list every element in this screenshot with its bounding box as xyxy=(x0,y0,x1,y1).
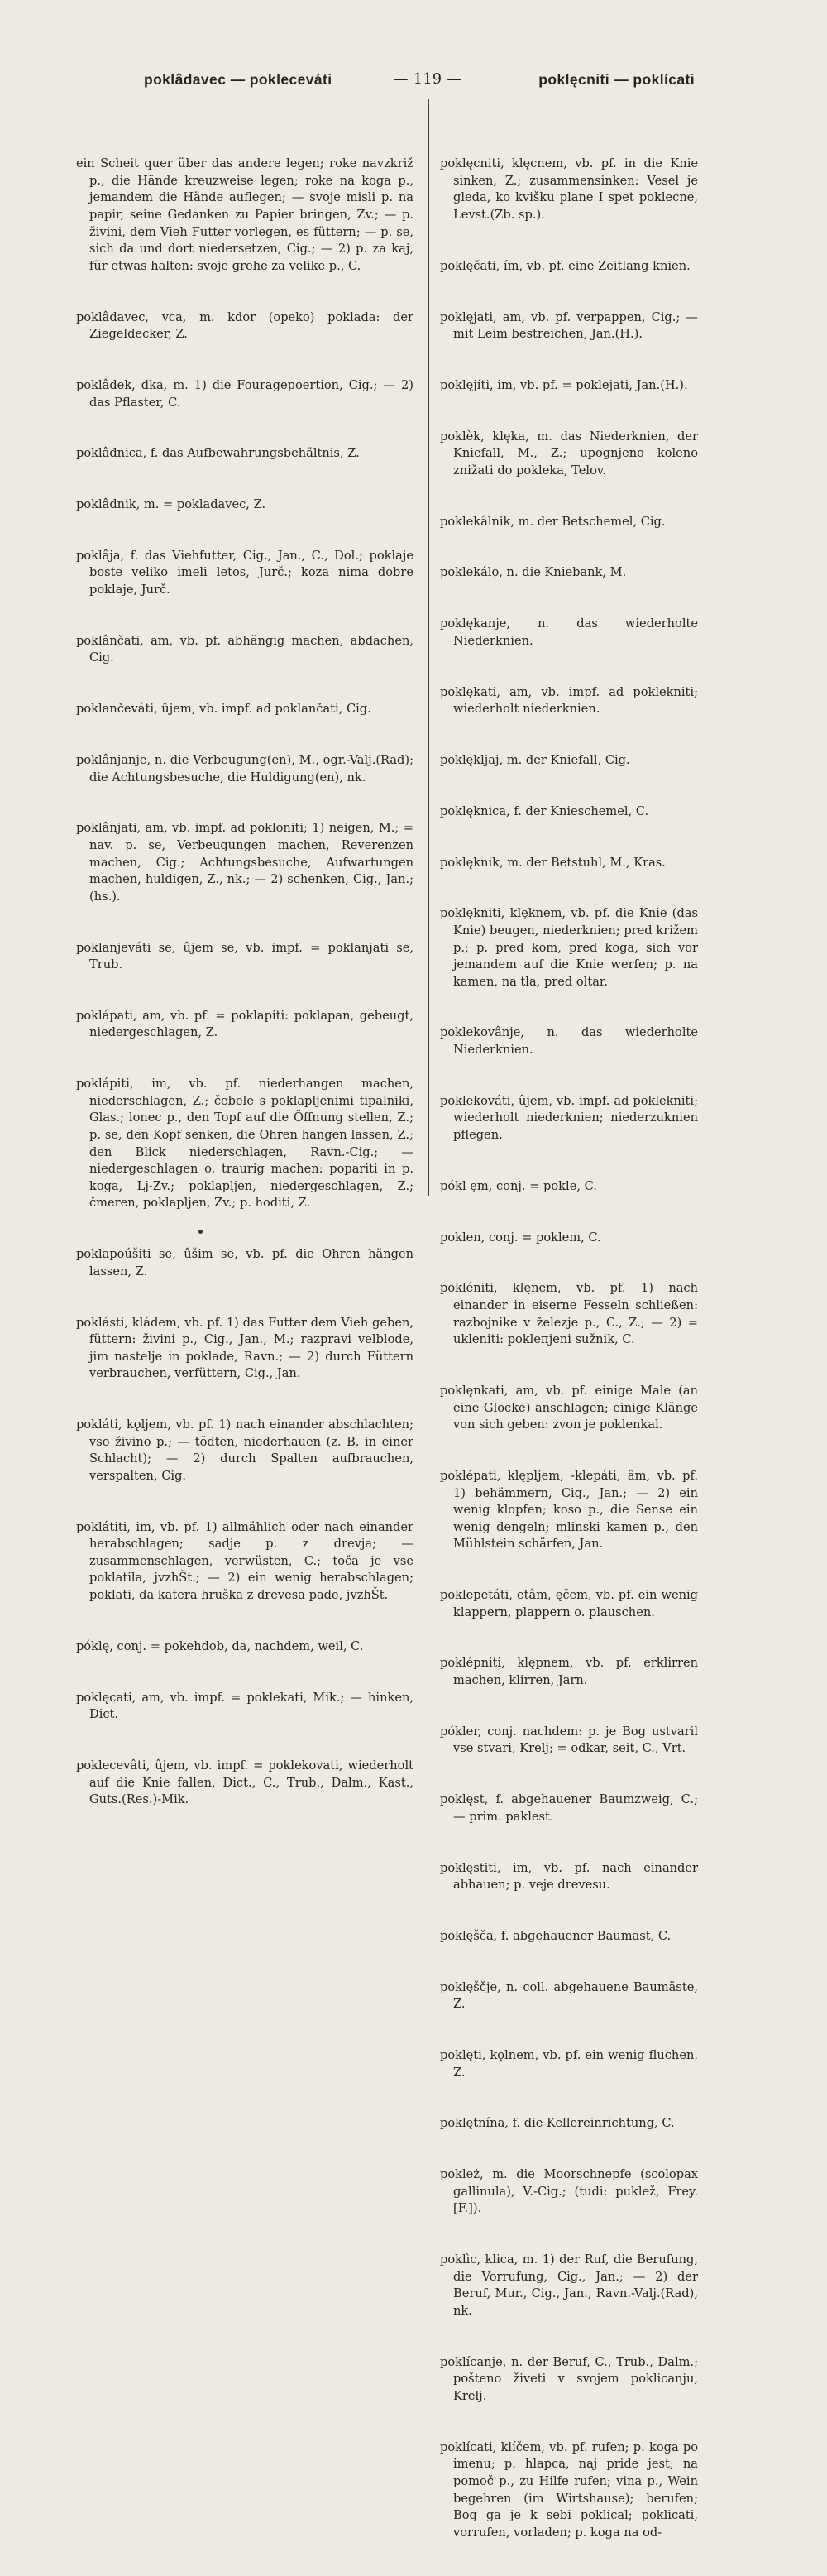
dictionary-entry: poklękljaj, m. der Kniefall, Cig. xyxy=(440,752,630,767)
dictionary-entry: poklâdnica, f. das Aufbewahrungsbehältnis, Z. xyxy=(76,446,360,461)
dictionary-entry: poklícanje, n. der Beruf, C., Trub., Dalm.; pošteno živeti v svojem poklicanju, Krelj. xyxy=(440,2354,702,2403)
dictionary-entry: poklęst, f. abgehauener Baumzweig, C.; — prim. paklest. xyxy=(440,1792,702,1824)
dictionary-entry: poklásti, kládem, vb. pf. 1) das Futter dem Vieh geben, füttern: živini p., Cig., Jan., M.; razpravi velblode, jim nastelje in poklade, Ravn.; — 2) durch Füttern verbrauchen, verfüttern, Cig., Jan. xyxy=(76,1315,418,1381)
dictionary-entry: poklęknik, m. der Betstuhl, M., Kras. xyxy=(440,855,666,870)
dictionary-entry: poklęčati, ím, vb. pf. eine Zeitlang knien. xyxy=(440,258,691,273)
dictionary-entry: poklęšča, f. abgehauener Baumast, C. xyxy=(440,1928,672,1943)
header-left-guideword: poklâdavec — pokleceváti xyxy=(144,71,332,88)
dictionary-entry: poklâdek, dka, m. 1) die Fouragepoertion, Cig.; — 2) das Pflaster, C. xyxy=(76,377,418,410)
right-column xyxy=(440,122,702,2576)
dictionary-entry: poklanjeváti se, ûjem se, vb. impf. = poklanjati se, Trub. xyxy=(76,940,418,972)
dictionary-entry: poklęcniti, klęcnem, vb. pf. in die Knie sinken, Z.; zusammensinken: Vesel je gleda, ko kvišku plane I spet poklecne, Levst.(Zb. sp.). xyxy=(440,156,702,222)
dictionary-entry: poklękanje, n. das wiederholte Niederknien. xyxy=(440,616,702,648)
dictionary-entry: poklen, conj. = poklem, C. xyxy=(440,1230,601,1245)
dictionary-entry: pókler, conj. nachdem: p. je Bog ustvaril vse stvari, Krelj; = odkar, seit, C., Vrt. xyxy=(440,1724,702,1756)
dictionary-entry: poklépniti, klępnem, vb. pf. erklirren machen, klirren, Jarn. xyxy=(440,1656,702,1688)
dictionary-entry: poklekováti, ûjem, vb. impf. ad poklekniti; wiederholt niederknien; niederzuknien pflegen. xyxy=(440,1093,702,1143)
dictionary-entry: poklecevâti, ûjem, vb. impf. = poklekovati, wiederholt auf die Knie fallen, Dict., C., Trub., Dalm., Kast., Guts.(Res.)-Mik. xyxy=(76,1758,418,1807)
dictionary-entry: poklâja, f. das Viehfutter, Cig., Jan., C., Dol.; poklaje boste veliko imeli letos, Jurč.; koza nima dobre poklaje, Jurč. xyxy=(76,548,418,597)
dictionary-entry: poklícati, klíčem, vb. pf. rufen; p. koga po imenu; p. hlapca, naj pride jest; na pomoč p., zu Hilfe rufen; vina p., Wein begehren (im Wirtshause); berufen; Bog ga je k sebi poklical; poklicati, vorrufen, vorladen; p. koga na od- xyxy=(440,2439,702,2540)
dictionary-entry: poklânčati, am, vb. pf. abhängig machen, abdachen, Cig. xyxy=(76,633,418,665)
dictionary-entry: poklânjanje, n. die Verbeugung(en), M., ogr.-Valj.(Rad); die Achtungsbesuche, die Huldigung(en), nk. xyxy=(76,752,418,784)
dictionary-entry: poklęnkati, am, vb. pf. einige Male (an eine Glocke) anschlagen; einige Klänge von sich geben: zvon je poklenkal. xyxy=(440,1383,702,1432)
dictionary-entry: poklętnína, f. die Kellereinrichtung, C. xyxy=(440,2116,675,2131)
page-number: — 119 — xyxy=(394,71,462,88)
dictionary-entry: pokléniti, klęnem, vb. pf. 1) nach einander in eiserne Fesseln schließen: razbojnike v železje p., C., Z.; — 2) = ukleniti: pokleпjeni sužnik, C. xyxy=(440,1281,702,1347)
dictionary-entry: poklęknica, f. der Knieschemel, C. xyxy=(440,804,649,818)
dictionary-entry: poklęstiti, im, vb. pf. nach einander abhauen; p. veje drevesu. xyxy=(440,1860,702,1892)
dictionary-entry: poklekovânje, n. das wiederholte Niederknien. xyxy=(440,1025,702,1058)
column-divider xyxy=(428,99,429,1196)
dictionary-entry: pokleż, m. die Moorschnepfe (scolopax gallinula), V.-Cig.; (tudi: puklež, Frey.[F.]). xyxy=(440,2167,702,2216)
left-entries xyxy=(76,122,418,1843)
dictionary-entry: poklančeváti, ûjem, vb. impf. ad poklančati, Cig. xyxy=(76,702,371,717)
dictionary-entry: póklę, conj. = pokehdob, da, nachdem, weil, C. xyxy=(76,1638,364,1653)
dictionary-entry: poklekâlnik, m. der Betschemel, Cig. xyxy=(440,514,666,529)
dictionary-entry: poklęščje, n. coll. abgehauene Baumäste, Z. xyxy=(440,1979,702,2012)
dictionary-entry: ein Scheit quer über das andere legen; roke navzkriž p., die Hände kreuzweise legen; roke na koga p., jemandem die Hände auflegen; — svoje misli p. na papir, seine Gedanken zu Papier bringen, Zv.; — p. živini, dem Vieh Futter vorlegen, es füttern; — p. se, sich da und dort niedersetzen, Cig.; — 2) p. za kaj, für etwas halten: svoje grehe za velike p., C. xyxy=(76,156,418,273)
dictionary-entry: poklapoúšiti se, ûšim se, vb. pf. die Ohren hängen lassen, Z. xyxy=(76,1247,418,1278)
right-entries xyxy=(440,122,702,2576)
dictionary-entry: poklápati, am, vb. pf. = poklapiti: poklapan, gebeugt, niedergeschlagen, Z. xyxy=(76,1008,418,1040)
left-column xyxy=(76,122,418,1843)
dictionary-entry: poklekálǫ, n. die Kniebank, M. xyxy=(440,565,627,580)
printer-dot-mark xyxy=(198,1230,203,1234)
dictionary-entry: pókl ęm, conj. = pokle, C. xyxy=(440,1178,597,1193)
dictionary-entry: poklęjíti, im, vb. pf. = poklejati, Jan.(H.). xyxy=(440,377,688,392)
dictionary-entry: poklâdavec, vca, m. kdor (opeko) poklada: der Ziegeldecker, Z. xyxy=(76,309,418,342)
dictionary-entry: poklèk, klęka, m. das Niederknien, der Kniefall, M., Z.; upognjeno koleno znižati do pokleka, Telov. xyxy=(440,429,702,477)
dictionary-entry: poklátiti, im, vb. pf. 1) allmählich oder nach einander herabschlagen; sadje p. z drevja; — zusammenschlagen, verwüsten, C.; toča je vse poklatila, jvzhŠt.; — 2) ein wenig herabschlagen; poklati, da katera hruška z drevesa pade, jvzhŠt. xyxy=(76,1519,418,1603)
dictionary-entry: poklânjati, am, vb. impf. ad pokloniti; 1) neigen, M.; = nav. p. se, Verbeugungen machen, Reverenzen machen, Cig.; Achtungsbesuche, Aufwartungen machen, huldigen, Z., nk.; — 2) schenken, Cig., Jan.; (hs.). xyxy=(76,821,418,904)
dictionary-entry: poklęti, kǫlnem, vb. pf. ein wenig fluchen, Z. xyxy=(440,2048,702,2080)
dictionary-entry: poklęjati, am, vb. pf. verpappen, Cig.; — mit Leim bestreichen, Jan.(H.). xyxy=(440,309,702,342)
header-right-guideword: poklęcniti — poklícati xyxy=(538,71,695,88)
dictionary-entry: poklìc, klica, m. 1) der Ruf, die Berufung, die Vorrufung, Cig., Jan.; — 2) der Beruf, Mur., Cig., Jan., Ravn.-Valj.(Rad), nk. xyxy=(440,2252,702,2318)
running-header xyxy=(98,66,695,93)
dictionary-entry: poklękniti, klęknem, vb. pf. die Knie (das Knie) beugen, niederknien; pred križem p.; p. pred kom, pred koga, sich vor jemandem auf die Knie werfen; p. na kamen, na tla, pred oltar. xyxy=(440,906,702,989)
dictionary-entry: poklápiti, im, vb. pf. niederhangen machen, niederschlagen, Z.; čebele s poklaplјenimi tipalniki, Glas.; lonec p., den Topf auf die Öffnung stellen, Z.; p. se, den Kopf senken, die Ohren hangen lassen, Z.; den Blick niederschlagen, Ravn.-Cig.; — niedergeschlagen o. traurig machen: popariti in p. koga, Lj-Zv.; poklapljen, niedergeschlagen, Z.; čmeren, poklapljen, Zv.; p. hoditi, Z. xyxy=(76,1077,418,1211)
dictionary-entry: pokláti, kǫljem, vb. pf. 1) nach einander abschlachten; vso živino p.; — tödten, niederhauen (z. B. in einer Schlacht); — 2) durch Spalten aufbrauchen, verspalten, Cig. xyxy=(76,1418,418,1483)
dictionary-entry: poklęcati, am, vb. impf. = poklekati, Mik.; — hinken, Dict. xyxy=(76,1690,418,1722)
dictionary-entry: poklâdnik, m. = pokladavec, Z. xyxy=(76,497,266,512)
dictionary-entry: poklepetáti, etâm, ęčem, vb. pf. ein wenig klappern, plappern o. plauschen. xyxy=(440,1588,702,1619)
dictionary-entry: poklękati, am, vb. impf. ad poklekniti; wiederholt niederknien. xyxy=(440,684,702,717)
dictionary-entry: poklépati, klępljem, -klepáti, âm, vb. pf. 1) behämmern, Cig., Jan.; — 2) ein wenig klopfen; koso p., die Sense ein wenig dengeln; mlinski kamen p., den Mühlstein schärfen, Jan. xyxy=(440,1468,702,1552)
